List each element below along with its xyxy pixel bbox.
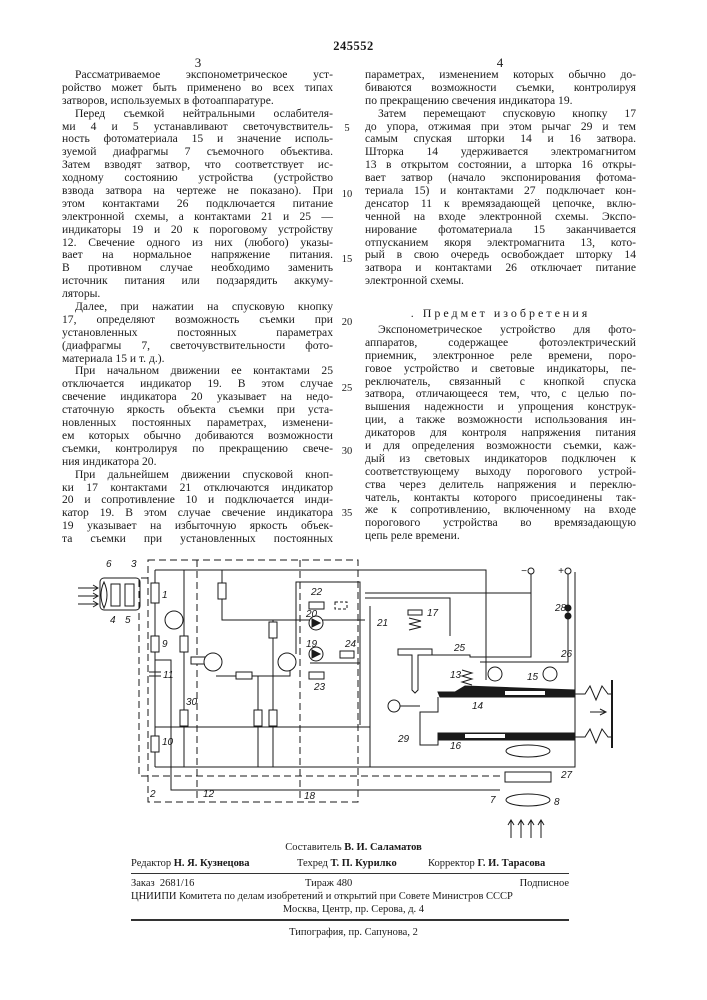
line-number: 30	[338, 446, 356, 457]
text-line: ства через делитель напряжения и переклю-	[365, 479, 636, 492]
corrector-name: Г. И. Тарасова	[477, 858, 545, 869]
line-number: 15	[338, 254, 356, 265]
text-line: Перед съемкой нейтральными ослабителя-	[62, 108, 333, 121]
text-line: Затем перемещают спусковую кнопку 17	[365, 108, 636, 121]
label: 6	[106, 559, 112, 570]
text-line: затвора и контактами 26 отключает питание	[365, 262, 636, 275]
text-line: ния индикатора 20.	[62, 456, 333, 469]
line-number: 25	[338, 383, 356, 394]
text-line: цепь реле времени.	[365, 530, 636, 543]
diagram-labels	[106, 559, 573, 808]
text-line: реключатель, связанный с кнопкой спуска	[365, 376, 636, 389]
text-line: В противном случае необходимо заменить	[62, 262, 333, 275]
text-line: ми 4 и 5 устанавливают светочувствитель-	[62, 121, 333, 134]
label: 7	[490, 795, 496, 806]
text-line: Рассматриваемое экспонометрическое уст-	[62, 69, 333, 82]
text-line: аппаратов, содержащее фотоэлектрический	[365, 337, 636, 350]
text-line: индикаторы 19 и 20 к пороговому устройству	[62, 224, 333, 237]
text-line: параметрах, изменением которых обычно до-	[365, 69, 636, 82]
text-line: ции, а также возможности использования ин-	[365, 414, 636, 427]
text-line: отпусканием якоря электромагнита 13, кото-	[365, 237, 636, 250]
label: −	[521, 566, 527, 577]
claims-heading: . Предмет изобретения	[365, 306, 636, 321]
text-line: нирование фотоматериала 15 заканчивается	[365, 224, 636, 237]
label: 10	[162, 737, 174, 748]
label: 15	[527, 672, 539, 683]
techred-name: Т. П. Курилко	[331, 858, 397, 869]
text-line: отключается индикатор 19. В этом случае	[62, 378, 333, 391]
label: 19	[306, 639, 318, 650]
label: 16	[450, 741, 462, 752]
text-line: вышения надежности и упрощения конструк-	[365, 401, 636, 414]
label: 29	[397, 734, 410, 745]
text-line: порогового устройства во времязадающую	[365, 517, 636, 530]
text-line: этом контактами 26 подключается питание	[62, 198, 333, 211]
compiler-label: Составитель	[285, 842, 341, 853]
label: 12	[203, 789, 215, 800]
lens-assembly	[505, 745, 551, 806]
divider	[131, 919, 569, 921]
text-line: биваются возможности съемки, контролируя	[365, 82, 636, 95]
text-line: источник питания или подзарядить аккуму-	[62, 275, 333, 288]
text-line: дикаторов для контроля напряжения питания	[365, 427, 636, 440]
text-line: 20 и сопротивление 10 и подключается инди-	[62, 494, 333, 507]
divider	[131, 873, 569, 874]
label: 17	[427, 608, 439, 619]
text-line: 13 в открытом состоянии, а шторка 16 откры-	[365, 159, 636, 172]
line-number: 35	[338, 508, 356, 519]
techred-label: Техред	[297, 858, 328, 869]
label: 3	[131, 559, 137, 570]
text-line: 12. Свечение одного из них (любого) указы-	[62, 237, 333, 250]
editor-label: Редактор	[131, 858, 171, 869]
text-line: Шторка 14 удерживается электромагнитом	[365, 146, 636, 159]
label: 9	[162, 639, 168, 650]
shutter-curtains	[388, 680, 612, 748]
label: 5	[125, 615, 131, 626]
text-line: затворов, используемых в фотоаппаратуре.	[62, 95, 333, 108]
corrector-line	[428, 858, 545, 869]
label: 14	[472, 701, 484, 712]
text-line: 19 указывает на избыточную яркость объек-	[62, 520, 333, 533]
compiler-name: В. И. Саламатов	[344, 842, 421, 853]
label: 21	[376, 618, 388, 629]
text-line: Далее, при нажатии на спусковую кнопку	[62, 301, 333, 314]
text-line: статочную яркость объекта съемки при уста-	[62, 404, 333, 417]
subscription: Подписное	[520, 878, 569, 889]
label: +	[558, 566, 564, 577]
text-line: 17, определяют возможность съемки при	[62, 314, 333, 327]
text-line: по прекращению свечения индикатора 19.	[365, 95, 636, 108]
patent-number: 245552	[0, 39, 707, 54]
address: Москва, Центр, пр. Серова, д. 4	[0, 904, 707, 915]
line-number: 10	[338, 189, 356, 200]
label: 27	[560, 770, 573, 781]
label: 11	[163, 670, 173, 681]
text-line: съемки, контролируя по прекращению свече-	[62, 443, 333, 456]
text-line: электронной схемы, а контактами 21 и 25 —	[62, 211, 333, 224]
label: 22	[310, 587, 323, 598]
text-line: взвода затвора на чертеже не показано). При	[62, 185, 333, 198]
text-line: катор 19. В этом случае свечение индикатора	[62, 507, 333, 520]
compiler-line	[0, 842, 707, 853]
page-number-left: 3	[188, 55, 208, 71]
text-line: ройство может быть применено во всех типах	[62, 82, 333, 95]
corrector-label: Корректор	[428, 858, 475, 869]
label: 20	[305, 609, 318, 620]
line-number: 5	[338, 123, 356, 134]
text-line: Затем взводят затвор, что соответствует ис-	[62, 159, 333, 172]
institute: ЦНИИПИ Комитета по делам изобретений и открытий при Совете Министров СССР	[131, 891, 513, 902]
label: 2	[149, 789, 156, 800]
text-line: материала 15 и т. д.).	[62, 353, 333, 366]
editor-line	[131, 858, 250, 869]
text-line: говое устройство и световые индикаторы, пе-	[365, 363, 636, 376]
text-line: соответствующему выходу порогового устрой-	[365, 466, 636, 479]
text-line: При начальном движении ее контактами 25	[62, 365, 333, 378]
label: 4	[110, 615, 116, 626]
text-line: денсатор 11 к времязадающей цепочке, вклю-	[365, 198, 636, 211]
label: 1	[162, 590, 168, 601]
label: 8	[554, 797, 560, 808]
label: 18	[304, 791, 316, 802]
text-line: Экспонометрическое устройство для фото-	[365, 324, 636, 337]
text-line: зуемой диафрагмы 7 съемочного объектива.	[62, 146, 333, 159]
text-line: установленных постоянных параметрах	[62, 327, 333, 340]
text-line: ченной на входе электронной схемы. Экспо-	[365, 211, 636, 224]
text-line: вает на нормальное напряжение питания.	[62, 249, 333, 262]
techred-line	[297, 858, 397, 869]
text-line: рый в свою очередь освобождает шторку 14	[365, 249, 636, 262]
label: 30	[186, 697, 198, 708]
release-button-17	[398, 610, 432, 693]
wiring	[155, 570, 575, 790]
line-number: 20	[338, 317, 356, 328]
text-line: ем которых обычно добиваются возможности	[62, 430, 333, 443]
label: 24	[344, 639, 357, 650]
electromagnet-13	[462, 667, 557, 685]
text-line: вает затвор (начало экспонирования фотома-	[365, 172, 636, 185]
editor-name: Н. Я. Кузнецова	[174, 858, 250, 869]
text-line: электронной схемы.	[365, 275, 636, 288]
text-line: затвора, отличающееся тем, что, с целью по-	[365, 388, 636, 401]
text-line: самым спуская шторки 14 и 16 затвора.	[365, 133, 636, 146]
printing-house: Типография, пр. Сапунова, 2	[0, 927, 707, 938]
text-line: ность фотоматериала 15 и значение исполь-	[62, 133, 333, 146]
label: 13	[450, 670, 462, 681]
text-line: (диафрагмы 7, светочувствительности фото-	[62, 340, 333, 353]
text-line: териала 15) и контактами 27 подключает кон-	[365, 185, 636, 198]
text-line: свечение индикатора 20 указывает на недо-	[62, 391, 333, 404]
photo-receiver-filters	[100, 578, 140, 610]
text-line: ляторы.	[62, 288, 333, 301]
text-line: же к сопротивлению, включенному на входе	[365, 504, 636, 517]
label: 25	[453, 643, 466, 654]
label: 26	[560, 649, 573, 660]
text-line: При дальнейшем движении спусковой кноп-	[62, 469, 333, 482]
text-line: чатель, контакты которого присоединены так-	[365, 492, 636, 505]
text-line: ходному состоянию устройства (устройство	[62, 172, 333, 185]
label: 23	[313, 682, 326, 693]
text-line: и для определения возможности съемки, каж-	[365, 440, 636, 453]
text-line: ки 17 контактами 21 отключаются индикатор	[62, 482, 333, 495]
text-line: новленных постоянных параметрах, изменени-	[62, 417, 333, 430]
page-number-right: 4	[490, 55, 510, 71]
circulation: Тираж 480	[305, 878, 352, 889]
order-number: Заказ 2681/16	[131, 878, 194, 889]
label: 28	[554, 603, 567, 614]
text-line: та съемки при установленных постоянных	[62, 533, 333, 546]
text-line: дый из световых индикаторов подключен к	[365, 453, 636, 466]
text-line: до упора, отжимая при этом рычаг 29 и тем	[365, 121, 636, 134]
text-line: приемник, электронное реле времени, поро-	[365, 350, 636, 363]
